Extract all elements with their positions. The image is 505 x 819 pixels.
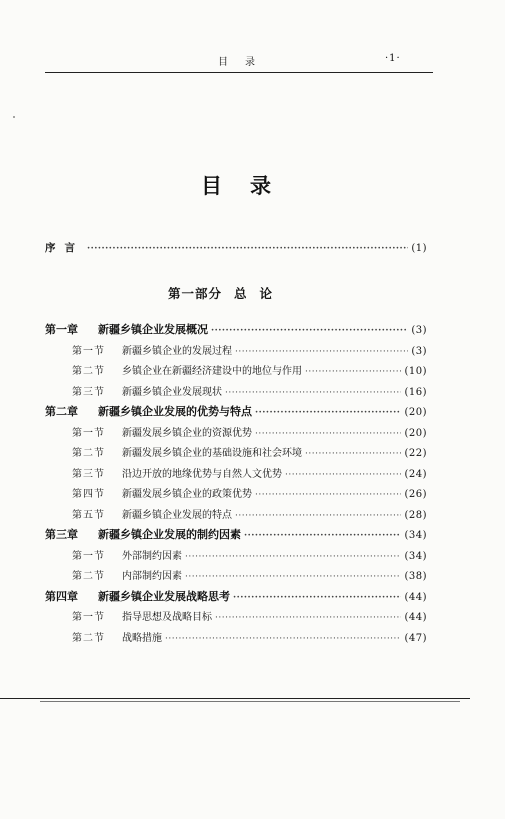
dot-leader: [211, 326, 408, 336]
toc-entry-page: (3): [411, 345, 427, 357]
toc-entry-label: 第二章: [45, 405, 78, 418]
toc-chapter: [45, 321, 427, 342]
toc-entry-page: (44): [404, 612, 427, 623]
toc-entry-title: 乡镇企业在新疆经济建设中的地位与作用: [122, 366, 302, 377]
dot-leader: [215, 613, 401, 623]
toc-entry-label: 第二节: [72, 571, 105, 582]
toc-entry-title: 新疆乡镇企业发展的制约因素: [98, 528, 241, 541]
toc-entry-page: (34): [404, 550, 427, 562]
part-title-char: 论: [259, 286, 274, 301]
dot-leader: [305, 449, 401, 459]
scan-speck: [13, 116, 15, 118]
toc-entry-page: (26): [404, 489, 427, 500]
dot-leader: [225, 388, 401, 398]
toc-entry-label: 第三章: [45, 528, 78, 541]
part-label: 第一部分: [168, 286, 223, 301]
toc-entry-preface: [45, 240, 427, 255]
toc-entry-label: 第二节: [72, 448, 105, 459]
toc-entry-page: (44): [404, 591, 427, 603]
toc-entry-label: 第三节: [72, 386, 105, 398]
toc-section: [45, 465, 427, 486]
toc-entry-label: 第五节: [72, 509, 105, 521]
dot-leader: [285, 470, 401, 480]
toc-entry-label: 第二节: [72, 632, 105, 644]
footer-rule: [0, 698, 470, 699]
table-of-contents: [45, 321, 427, 649]
toc-section: [45, 567, 427, 588]
part-heading: [168, 284, 273, 302]
toc-entry-title: 新疆乡镇企业发展的特点: [122, 509, 232, 521]
toc-chapter: [45, 526, 427, 547]
toc-entry-page: (38): [404, 571, 427, 582]
dot-leader: [255, 408, 401, 418]
toc-entry-title: 新疆乡镇企业发展概况: [98, 323, 208, 336]
dot-leader: [235, 511, 401, 521]
dot-leader: [233, 593, 401, 603]
dot-leader: [165, 634, 401, 644]
toc-entry-label: 第一节: [72, 427, 105, 439]
toc-entry-label: 第四节: [72, 489, 105, 500]
toc-section: [45, 424, 427, 445]
toc-entry-title: 战略措施: [122, 632, 162, 644]
toc-entry-title: 新疆乡镇企业的发展过程: [122, 345, 232, 357]
toc-entry-title: 指导思想及战略目标: [122, 612, 212, 623]
toc-section: [45, 383, 427, 404]
toc-entry-page: (47): [404, 632, 427, 644]
running-header-page-number: ·1·: [385, 53, 401, 64]
toc-entry-title: 沿边开放的地缘优势与自然人文优势: [122, 468, 282, 480]
toc-entry-title: 新疆发展乡镇企业的基础设施和社会环境: [122, 448, 302, 459]
running-header: [0, 53, 505, 69]
toc-entry-label: 第三节: [72, 468, 105, 480]
toc-entry-page: (3): [411, 325, 427, 336]
toc-entry-label: 第四章: [45, 589, 78, 603]
toc-section: [45, 506, 427, 527]
toc-entry-title: 内部制约因素: [122, 571, 182, 582]
toc-entry-page: (20): [404, 427, 427, 439]
toc-entry-title: 新疆发展乡镇企业的政策优势: [122, 489, 252, 500]
dot-leader: [87, 244, 408, 254]
page-title: 目录: [201, 173, 299, 198]
running-header-title: 目录: [218, 57, 272, 68]
toc-entry-title: 新疆发展乡镇企业的资源优势: [122, 427, 252, 439]
footer-rule-thin: [40, 701, 460, 702]
toc-entry-label: 第一节: [72, 550, 105, 562]
part-title-char: 总: [234, 286, 248, 301]
toc-entry-page: (22): [404, 448, 427, 459]
header-rule: [45, 72, 433, 73]
toc-section: [45, 362, 427, 383]
toc-entry-title: 新疆乡镇企业发展战略思考: [98, 589, 230, 603]
toc-section: [45, 547, 427, 568]
toc-entry-label: 第一章: [45, 323, 78, 336]
toc-section: [45, 629, 427, 650]
dot-leader: [244, 531, 401, 541]
toc-entry-label: 第二节: [72, 366, 105, 377]
toc-entry-page: (16): [404, 386, 427, 398]
dot-leader: [255, 429, 401, 439]
dot-leader: [235, 347, 408, 357]
toc-entry-label: 第一节: [72, 612, 105, 623]
toc-section: [45, 608, 427, 629]
toc-entry-page: (24): [404, 468, 427, 480]
toc-entry-page: (10): [404, 366, 427, 377]
toc-entry-label: 第一节: [72, 345, 105, 357]
toc-entry-title: 新疆乡镇企业发展的优势与特点: [98, 405, 252, 418]
toc-section: [45, 485, 427, 506]
toc-entry-page: (34): [404, 530, 427, 541]
toc-chapter: [45, 588, 427, 609]
toc-entry-title: 序言: [45, 242, 84, 254]
dot-leader: [255, 490, 401, 500]
dot-leader: [185, 572, 401, 582]
toc-entry-title: 外部制约因素: [122, 550, 182, 562]
toc-entry-page: (1): [411, 243, 427, 254]
toc-section: [45, 342, 427, 363]
toc-entry-title: 新疆乡镇企业发展现状: [122, 386, 222, 398]
dot-leader: [305, 367, 401, 377]
toc-section: [45, 444, 427, 465]
toc-entry-page: (20): [404, 407, 427, 418]
toc-chapter: [45, 403, 427, 424]
toc-entry-page: (28): [404, 509, 427, 521]
dot-leader: [185, 552, 401, 562]
